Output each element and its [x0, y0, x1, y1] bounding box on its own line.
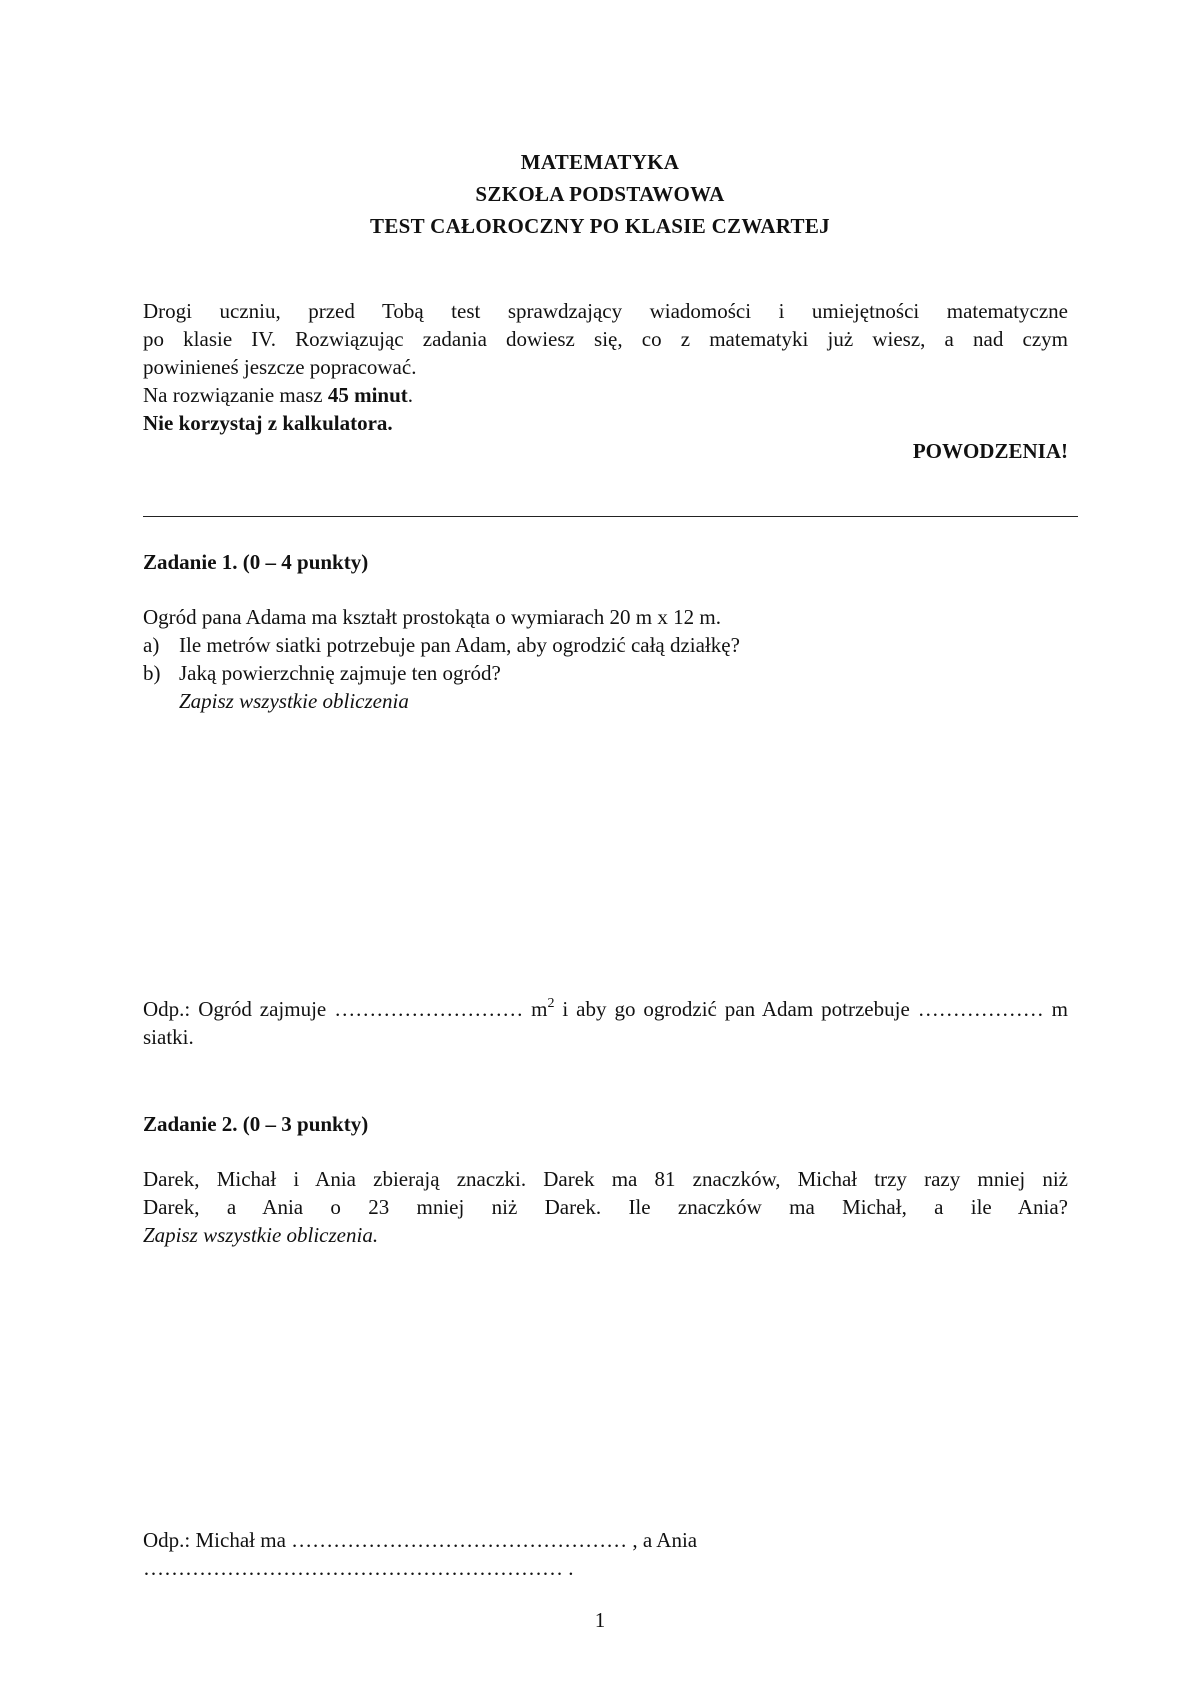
- task1-instruction: Zapisz wszystkie obliczenia: [179, 689, 409, 713]
- task1-answer-line2: siatki.: [143, 1025, 194, 1049]
- good-luck: POWODZENIA!: [912, 439, 1068, 463]
- question-a-marker: a): [143, 633, 160, 657]
- title-school: SZKOŁA PODSTAWOWA: [475, 182, 725, 206]
- title-subject: MATEMATYKA: [520, 150, 680, 174]
- title-block: [0, 146, 1200, 242]
- time-note: [143, 381, 1068, 409]
- page-number: 1: [594, 1608, 606, 1632]
- task1-heading: Zadanie 1. (0 – 4 punkty): [143, 550, 369, 574]
- task2-heading: Zadanie 2. (0 – 3 punkty): [143, 1112, 369, 1136]
- intro-line-3: powinieneś jeszcze popracować.: [143, 355, 417, 379]
- title-test: TEST CAŁOROCZNY PO KLASIE CZWARTEJ: [370, 214, 830, 238]
- task2-body: [143, 1165, 1068, 1249]
- task2-answer-line: Odp.: Michał ma ………………………………………… , a Ania …………………………………………………… .: [143, 1528, 698, 1580]
- time-prefix: Na rozwiązanie masz: [143, 383, 328, 407]
- answer-part2: i aby go ogrodzić pan Adam potrzebuje ……………… m: [554, 997, 1068, 1021]
- task2-instruction: Zapisz wszystkie obliczenia.: [143, 1223, 379, 1247]
- time-suffix: .: [407, 383, 414, 407]
- question-b-text: Jaką powierzchnię zajmuje ten ogród?: [179, 661, 501, 685]
- answer-part1: Odp.: Ogród zajmuje ……………………… m: [143, 997, 548, 1021]
- calculator-note: Nie korzystaj z kalkulatora.: [143, 411, 393, 435]
- intro-section: [143, 297, 1068, 465]
- task2-line1: Darek, Michał i Ania zbierają znaczki. Darek ma 81 znaczków, Michał trzy razy mniej niż: [143, 1167, 1068, 1191]
- horizontal-divider: [143, 516, 1078, 517]
- task2-answer: [143, 1526, 1068, 1582]
- intro-line-2: po klasie IV. Rozwiązując zadania dowiesz się, co z matematyki już wiesz, a nad czym: [143, 327, 1068, 351]
- question-b-marker: b): [143, 661, 161, 685]
- task1-answer: [143, 995, 1068, 1051]
- task2-line2: Darek, a Ania o 23 mniej niż Darek. Ile znaczków ma Michał, a ile Ania?: [143, 1195, 1068, 1219]
- task1-statement: Ogród pana Adama ma kształt prostokąta o wymiarach 20 m x 12 m.: [143, 605, 721, 629]
- task1-question-a: [143, 631, 1068, 659]
- time-value: 45 minut: [327, 383, 408, 407]
- question-a-text: Ile metrów siatki potrzebuje pan Adam, aby ogrodzić całą działkę?: [179, 633, 740, 657]
- task1-body: [143, 603, 1068, 715]
- answer-exponent: 2: [547, 996, 555, 1011]
- intro-line-1: Drogi uczniu, przed Tobą test sprawdzający wiadomości i umiejętności matematyczne: [143, 299, 1068, 323]
- task1-answer-line1: [143, 995, 1068, 1023]
- task1-question-b: [143, 659, 1068, 687]
